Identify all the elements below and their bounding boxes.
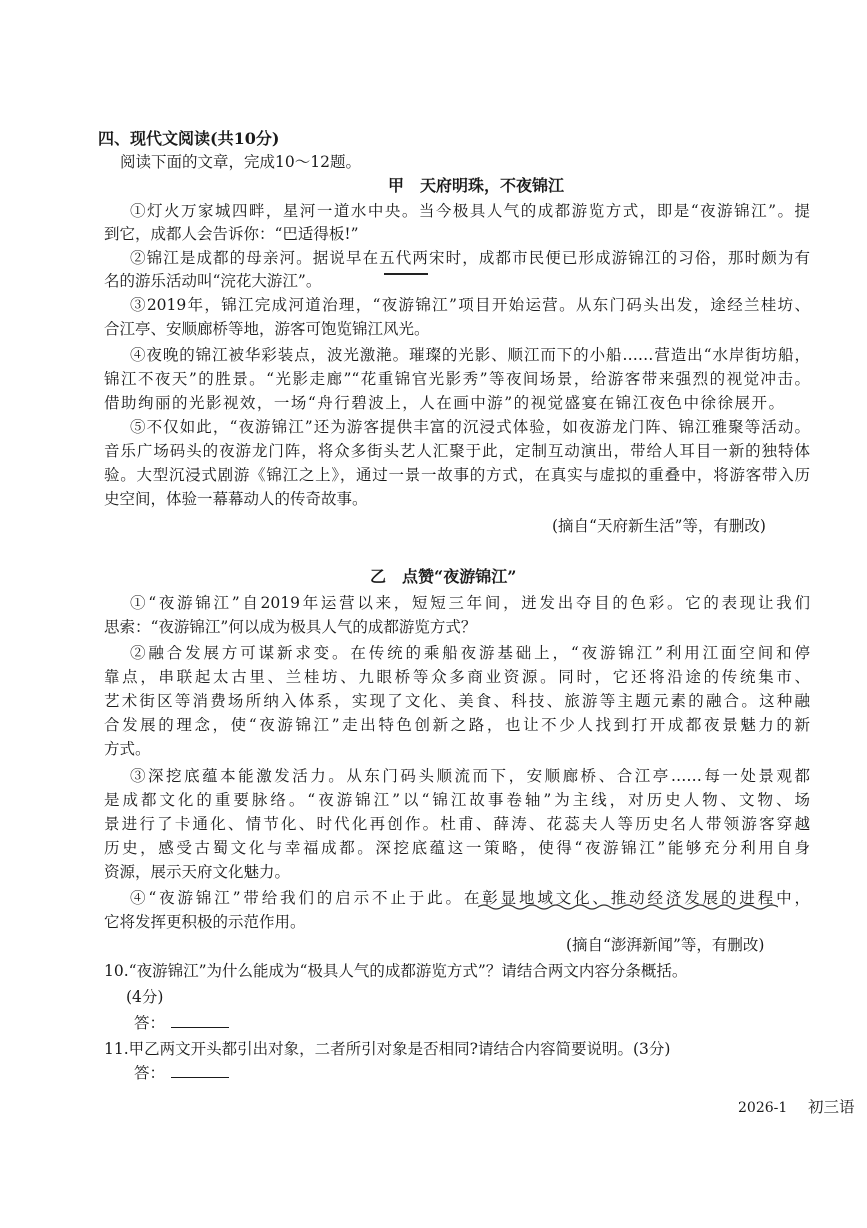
article-b-line: 历史，感受古蜀文化与幸福成都。深挖底蕴这一策略，使得“夜游锦江”能够充分利用自身 <box>104 839 810 857</box>
section-instruction: 阅读下面的文章，完成10～12题。 <box>120 153 361 171</box>
grade-label: 初三语 <box>808 1098 855 1116</box>
article-a-line: 名的游乐活动叫“浣花大游江”。 <box>104 272 322 290</box>
answer-label: 答： <box>134 1064 166 1082</box>
answer-label: 答： <box>134 1014 166 1032</box>
article-a-line: 到它，成都人会告诉你：“巴适得板!” <box>104 225 359 243</box>
ink-mark <box>384 273 428 275</box>
article-b-line: 方式。 <box>104 740 151 758</box>
article-b-line: ③深挖底蕴本能激发活力。从东门码头顺流而下，安顺廊桥、合江亭……每一处景观都 <box>130 767 810 785</box>
article-a-line: ⑤不仅如此，“夜游锦江”还为游客提供丰富的沉浸式体验，如夜游龙门阵、锦江雅聚等活动。 <box>130 418 810 436</box>
article-a-source: (摘自“天府新生活”等，有删改) <box>552 517 766 535</box>
answer-blank[interactable] <box>171 1012 229 1028</box>
article-a-line: ④夜晚的锦江被华彩装点，波光激滟。璀璨的光影、顺江而下的小船……营造出“水岸街坊船， <box>130 346 810 364</box>
article-b-source: (摘自“澎湃新闻”等，有删改) <box>566 936 765 954</box>
article-a-line: 验。大型沉浸式剧游《锦江之上》，通过一景一故事的方式，在真实与虚拟的重叠中，将游客带入历 <box>104 466 810 484</box>
article-b-line: 艺术街区等消费场所纳入体系，实现了文化、美食、科技、旅游等主题元素的融合。这种融 <box>104 692 810 710</box>
article-a-line: ②锦江是成都的母亲河。据说早在五代两宋时，成都市民便已形成游锦江的习俗，那时颇为有 <box>130 249 810 267</box>
article-b-line: 资源，展示天府文化魅力。 <box>104 863 291 881</box>
article-a-line: 音乐广场码头的夜游龙门阵，将众多街头艺人汇聚于此，定制互动演出，带给人耳目一新的独特体 <box>104 442 810 460</box>
article-b-line: ①“夜游锦江”自2019年运营以来，短短三年间，迸发出夺目的色彩。它的表现让我们 <box>130 594 810 612</box>
article-b-line: ④“夜游锦江”带给我们的启示不止于此。在彰显地域文化、推动经济发展的进程中， <box>130 889 810 907</box>
article-b-line: 合发展的理念，使“夜游锦江”走出特色创新之路，也让不少人找到打开成都夜景魅力的新 <box>104 716 810 734</box>
answer-blank[interactable] <box>171 1062 229 1078</box>
article-a-line: ③2019年，锦江完成河道治理，“夜游锦江”项目开始运营。从东门码头出发，途经兰桂坊、 <box>130 296 810 314</box>
article-b-line: 是成都文化的重要脉络。“夜游锦江”以“锦江故事卷轴”为主线，对历史人物、文物、场 <box>104 791 810 809</box>
article-a-line: 锦江不夜天”的胜景。“光影走廊”“花重锦官光影秀”等夜间场景，给游客带来强烈的视觉冲击。 <box>104 370 810 388</box>
question-10-answer[interactable] <box>134 1012 229 1034</box>
article-b-line: 思索：“夜游锦江”何以成为极具人气的成都游览方式？ <box>104 618 477 636</box>
article-a-line: ①灯火万家城四畔，星河一道水中央。当今极具人气的成都游览方式，即是“夜游锦江”。提 <box>130 202 810 220</box>
article-b-line: 它将发挥更积极的示范作用。 <box>104 913 306 931</box>
question-10: 10.“夜游锦江”为什么能成为“极具人气的成都游览方式”？请结合两文内容分条概括。 <box>104 962 688 980</box>
article-b-line: ②融合发展方可谋新求变。在传统的乘船夜游基础上，“夜游锦江”利用江面空间和停 <box>130 644 810 662</box>
question-11-answer[interactable] <box>134 1062 229 1084</box>
question-10-points: (4分) <box>126 988 164 1006</box>
article-a-line: 合江亭、安顺廊桥等地，游客可饱览锦江风光。 <box>104 320 430 338</box>
question-11: 11.甲乙两文开头都引出对象，二者所引对象是否相同?请结合内容简要说明。(3分) <box>104 1040 671 1058</box>
article-b-line: 景进行了卡通化、情节化、时代化再创作。杜甫、薛涛、花蕊夫人等历史名人带领游客穿越 <box>104 815 810 833</box>
article-a-line: 借助绚丽的光影视效，一场“舟行碧波上，人在画中游”的视觉盛宴在锦江夜色中徐徐展开。 <box>104 394 784 412</box>
section-heading: 四、现代文阅读(共10分) <box>98 129 280 148</box>
page-code: 2026-1 <box>738 1100 788 1116</box>
handwritten-underline <box>478 903 778 911</box>
article-b-line: 靠点，串联起太古里、兰桂坊、九眼桥等众多商业资源。同时，它还将沿途的传统集市、 <box>104 668 810 686</box>
article-a-line: 史空间，体验一幕幕动人的传奇故事。 <box>104 490 368 508</box>
article-a-title: 甲 天府明珠，不夜锦江 <box>388 176 565 195</box>
article-b-title: 乙 点赞“夜游锦江” <box>370 567 517 586</box>
